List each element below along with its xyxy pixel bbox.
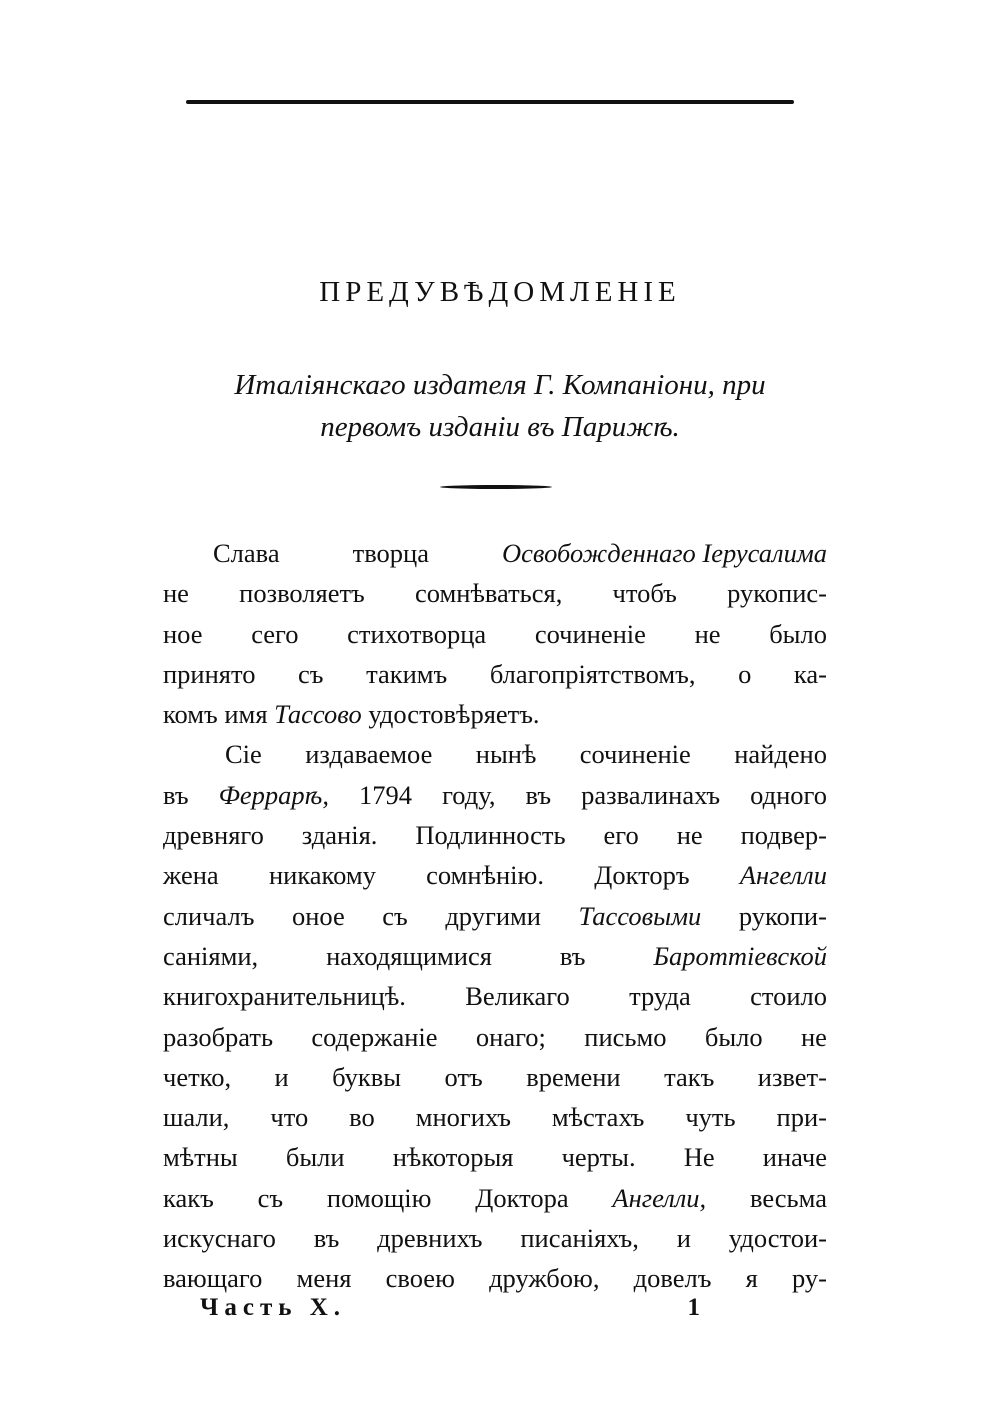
- text-line: [163, 654, 827, 694]
- word: благопріятствомъ,: [489, 658, 696, 689]
- word: другими: [445, 900, 541, 931]
- signature-mark: Часть X.: [200, 1294, 346, 1321]
- word: разобрать: [163, 1021, 274, 1052]
- word: четко,: [163, 1061, 232, 1092]
- word: мѣтны: [163, 1142, 238, 1173]
- word: стихотворца: [347, 618, 487, 649]
- word: никакому: [268, 860, 376, 891]
- word: нѣкоторыя: [392, 1142, 514, 1173]
- word: найдено: [734, 739, 827, 770]
- word: издаваемое: [305, 739, 433, 770]
- italic-word: Феррарѣ,: [218, 779, 329, 810]
- word: позволяетъ: [239, 578, 365, 609]
- word: въ: [525, 779, 552, 810]
- word: рукопис-: [727, 578, 827, 609]
- word: ру-: [792, 1263, 827, 1294]
- word: ка-: [793, 658, 827, 689]
- word: меня: [296, 1263, 352, 1294]
- word: какъ: [163, 1182, 214, 1213]
- word: извет-: [757, 1061, 827, 1092]
- word: труда: [629, 981, 691, 1012]
- text-line: [163, 855, 827, 895]
- text-line: [163, 1218, 827, 1258]
- text-line: [163, 694, 827, 734]
- word: писаніяхъ,: [520, 1223, 639, 1254]
- word: жена: [163, 860, 219, 891]
- word: помощію: [326, 1182, 432, 1213]
- word: вающаго: [163, 1263, 263, 1294]
- word: содержаніе: [311, 1021, 438, 1052]
- word: развалинахъ: [581, 779, 721, 810]
- word: подвер-: [740, 820, 827, 851]
- word: находящимися: [326, 940, 492, 971]
- text-line: [163, 976, 827, 1016]
- text-line: [163, 775, 827, 815]
- body-text: [163, 533, 827, 1299]
- text-line: [163, 896, 827, 936]
- word: не: [694, 618, 721, 649]
- word: иначе: [762, 1142, 827, 1173]
- page-title: ПРЕДУВѢДОМЛЕНІЕ: [319, 276, 681, 308]
- text-line: [163, 1097, 827, 1137]
- word: что: [270, 1102, 309, 1133]
- word: черты.: [561, 1142, 636, 1173]
- word: книгохранительницѣ.: [163, 981, 406, 1012]
- word: ное: [163, 618, 203, 649]
- word: въ: [313, 1223, 340, 1254]
- word: чуть: [685, 1102, 736, 1133]
- text-line: [163, 1178, 827, 1218]
- word: своею: [385, 1263, 455, 1294]
- word: сочиненіе: [534, 618, 646, 649]
- page-footer: [200, 1294, 700, 1322]
- word: стоило: [750, 981, 827, 1012]
- word: довелъ: [633, 1263, 712, 1294]
- word: имя: [224, 699, 268, 730]
- word: сомнѣваться,: [414, 578, 563, 609]
- text-line: [163, 614, 827, 654]
- sheet-number: 1: [687, 1294, 700, 1321]
- word: сличалъ: [163, 900, 255, 931]
- text-line: [163, 1057, 827, 1097]
- word: сочиненіе: [579, 739, 691, 770]
- italic-word: Тассовыми: [578, 900, 702, 931]
- word: я: [745, 1263, 758, 1294]
- word: о: [738, 658, 752, 689]
- word: съ: [257, 1182, 284, 1213]
- word: времени: [526, 1061, 621, 1092]
- italic-word: Тассово: [274, 699, 362, 730]
- word: при-: [776, 1102, 827, 1133]
- word: Подлинность: [415, 820, 566, 851]
- word: весьма: [750, 1182, 827, 1213]
- word: 1794: [359, 779, 413, 810]
- word: Великаго: [465, 981, 570, 1012]
- word: одного: [750, 779, 827, 810]
- subtitle-line-1: Италіянскаго издателя Г. Компаніони, при: [234, 369, 766, 401]
- word: въ: [559, 940, 586, 971]
- word: мѣстахъ: [551, 1102, 645, 1133]
- word: его: [603, 820, 639, 851]
- word: удостои-: [728, 1223, 827, 1254]
- word: съ: [298, 658, 324, 689]
- word: онаго;: [475, 1021, 546, 1052]
- word: древняго: [163, 820, 264, 851]
- word: не: [163, 578, 189, 609]
- word: во: [349, 1102, 375, 1133]
- word: такимъ: [366, 658, 448, 689]
- top-rule: [186, 100, 794, 104]
- word: Не: [683, 1142, 715, 1173]
- word: не: [801, 1021, 827, 1052]
- word: было: [704, 1021, 763, 1052]
- word: нынѣ: [475, 739, 537, 770]
- text-line: [163, 1017, 827, 1057]
- italic-word: Бароттіевской: [653, 940, 827, 971]
- word: саніями,: [163, 940, 259, 971]
- text-line: [163, 734, 827, 774]
- word: Докторъ: [594, 860, 690, 891]
- word: въ: [163, 779, 189, 810]
- word: принято: [163, 658, 256, 689]
- subtitle-line-2: первомъ изданіи въ Парижѣ.: [320, 411, 680, 443]
- italic-word: Освобожденнаго Іерусалима: [502, 538, 827, 568]
- word: многихъ: [415, 1102, 511, 1133]
- page-subtitle: [150, 364, 850, 448]
- word: сего: [251, 618, 299, 649]
- word: буквы: [332, 1061, 402, 1092]
- word: удостовѣряетъ.: [368, 699, 540, 730]
- text-line: [163, 815, 827, 855]
- word: Слава: [213, 538, 280, 568]
- word: году,: [442, 779, 496, 810]
- text-line: [163, 533, 827, 573]
- italic-word: Ангелли: [739, 860, 827, 891]
- word: оное: [291, 900, 345, 931]
- word: сомнѣнію.: [426, 860, 544, 891]
- text-line: [163, 1258, 827, 1298]
- ornamental-divider: [440, 485, 552, 489]
- text-line: [163, 573, 827, 613]
- word: такъ: [664, 1061, 715, 1092]
- word: рукопи-: [738, 900, 827, 931]
- italic-word: Ангелли,: [612, 1182, 707, 1213]
- word: и: [274, 1061, 289, 1092]
- word: дружбою,: [489, 1263, 600, 1294]
- word: было: [769, 618, 827, 649]
- word: Сіе: [225, 739, 262, 770]
- text-line: [163, 936, 827, 976]
- word: чтобъ: [612, 578, 677, 609]
- word: шали,: [163, 1102, 230, 1133]
- word: отъ: [444, 1061, 483, 1092]
- word: древнихъ: [377, 1223, 483, 1254]
- word: и: [676, 1223, 691, 1254]
- word: искуснаго: [163, 1223, 276, 1254]
- word: Доктора: [475, 1182, 569, 1213]
- word: зданія.: [301, 820, 378, 851]
- word: не: [676, 820, 703, 851]
- word: творца: [352, 538, 429, 568]
- text-line: [163, 1137, 827, 1177]
- word: были: [285, 1142, 345, 1173]
- word: комъ: [163, 699, 218, 730]
- word: съ: [382, 900, 408, 931]
- word: письмо: [584, 1021, 667, 1052]
